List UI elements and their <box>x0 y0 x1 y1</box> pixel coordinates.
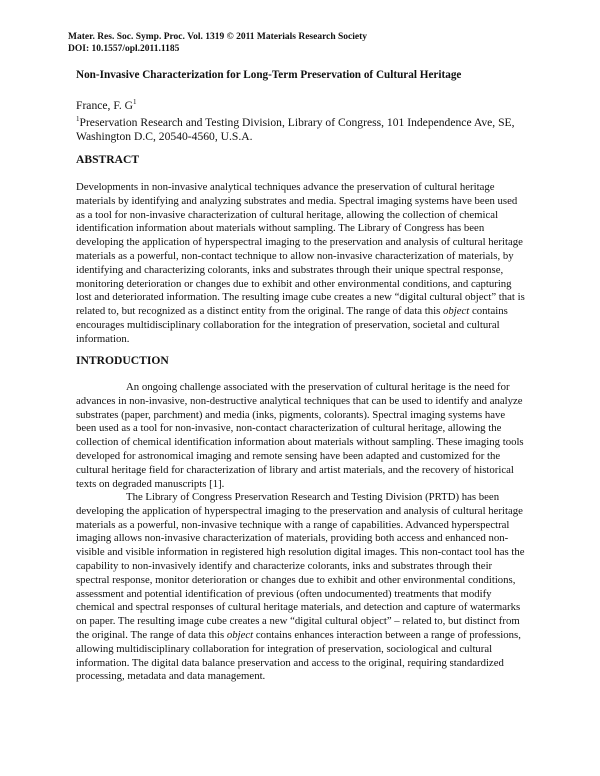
introduction-paragraph-2 <box>76 491 528 684</box>
intro-p2-part2: contains enhances interaction between a range of professions, allowing multidisciplinary collaboration for integration of preservation, sociological and cultural information. The digital data balance preservation and access to the original, requiring standardized processing, metadata and data management. <box>76 628 521 683</box>
abstract-italic-object: object <box>442 305 470 318</box>
affiliation <box>76 116 546 144</box>
affiliation-line1: Preservation Research and Testing Division, Library of Congress, 101 Independence Ave, SE, <box>79 116 515 129</box>
intro-p2-part1: The Library of Congress Preservation Research and Testing Division (PRTD) has been developing the application of hyperspectral imaging to the preservation and analysis of cultural heritage materials as a powerful, non-invasive technique with a range of capabilities. Advanced hyperspectral imaging allows non-invasive characterization of materials, providing both access and enhanced non-visible and visible information in registered high resolution digital images. This non-contact tool has the capability to non-invasively identify and characterize colorants, inks and substrates through their spectral response, monitor deterioration or changes due to exhibit and other environmental conditions, assessment and potential identification of previous (often undocumented) treatments that modify chemical and spectral responses of cultural heritage materials, and detection and capture of watermarks on paper. The resulting image cube creates a new “digital cultural object” – related to, but distinct from the original. The range of data this <box>76 491 525 641</box>
affiliation-sup: 1 <box>76 115 80 124</box>
doi: DOI: 10.1557/opl.2011.1185 <box>68 44 180 54</box>
author <box>76 99 137 112</box>
paper-title: Non-Invasive Characterization for Long-Term Preservation of Cultural Heritage <box>76 69 462 81</box>
intro-italic-object: object <box>226 628 254 641</box>
abstract-text-part2: contains encourages multidisciplinary collaboration for the integration of preservation, societal and cultural information. <box>76 305 508 345</box>
introduction-paragraph-1: An ongoing challenge associated with the preservation of cultural heritage is the need for advances in non-invasive, non-destructive analytical techniques that can be used to identify and analyze substrates (paper, parchment) and media (inks, pigments, colorants). Spectral imaging systems have been used as a tool for non-invasive, non-contact characterization of cultural heritage, allowing the collection of chemical identification information about materials without sampling. These imaging tools developed for astronomical imaging and remote sensing have been adapted and customized for the cultural heritage field for characterization of library and artist materials, and the recovery of historical texts on degraded manuscripts [1]. <box>76 381 524 490</box>
author-sup: 1 <box>133 98 137 107</box>
journal-citation: Mater. Res. Soc. Symp. Proc. Vol. 1319 © 2011 Materials Research Society <box>68 32 368 42</box>
journal-header <box>68 31 367 55</box>
abstract-text <box>76 181 528 347</box>
abstract-heading: ABSTRACT <box>76 153 140 166</box>
affiliation-line2: Washington D.C, 20540-4560, U.S.A. <box>76 130 253 143</box>
author-name: France, F. G <box>76 99 134 112</box>
introduction-heading: INTRODUCTION <box>76 354 169 367</box>
abstract-text-part1: Developments in non-invasive analytical techniques advance the preservation of cultural heritage materials by identifying and analyzing substrates and media. Spectral imaging systems have been used as a tool for non-invasive characterization of cultural heritage, allowing the collection of chemical identification information about materials without sampling. The Library of Congress has been developing the application of hyperspectral imaging to the preservation and analysis of cultural heritage materials as a powerful, non-contact technique to allow non-invasive characterization of materials, by identifying and characterizing colorants, inks and substrates through their unique spectral response, monitoring deterioration or changes due to exhibit and other environmental conditions, and capturing lost and deteriorated information. The resulting image cube creates a new “digital cultural object” that is related to, but recognized as a distinct entity from the original. The range of data this <box>76 181 525 318</box>
